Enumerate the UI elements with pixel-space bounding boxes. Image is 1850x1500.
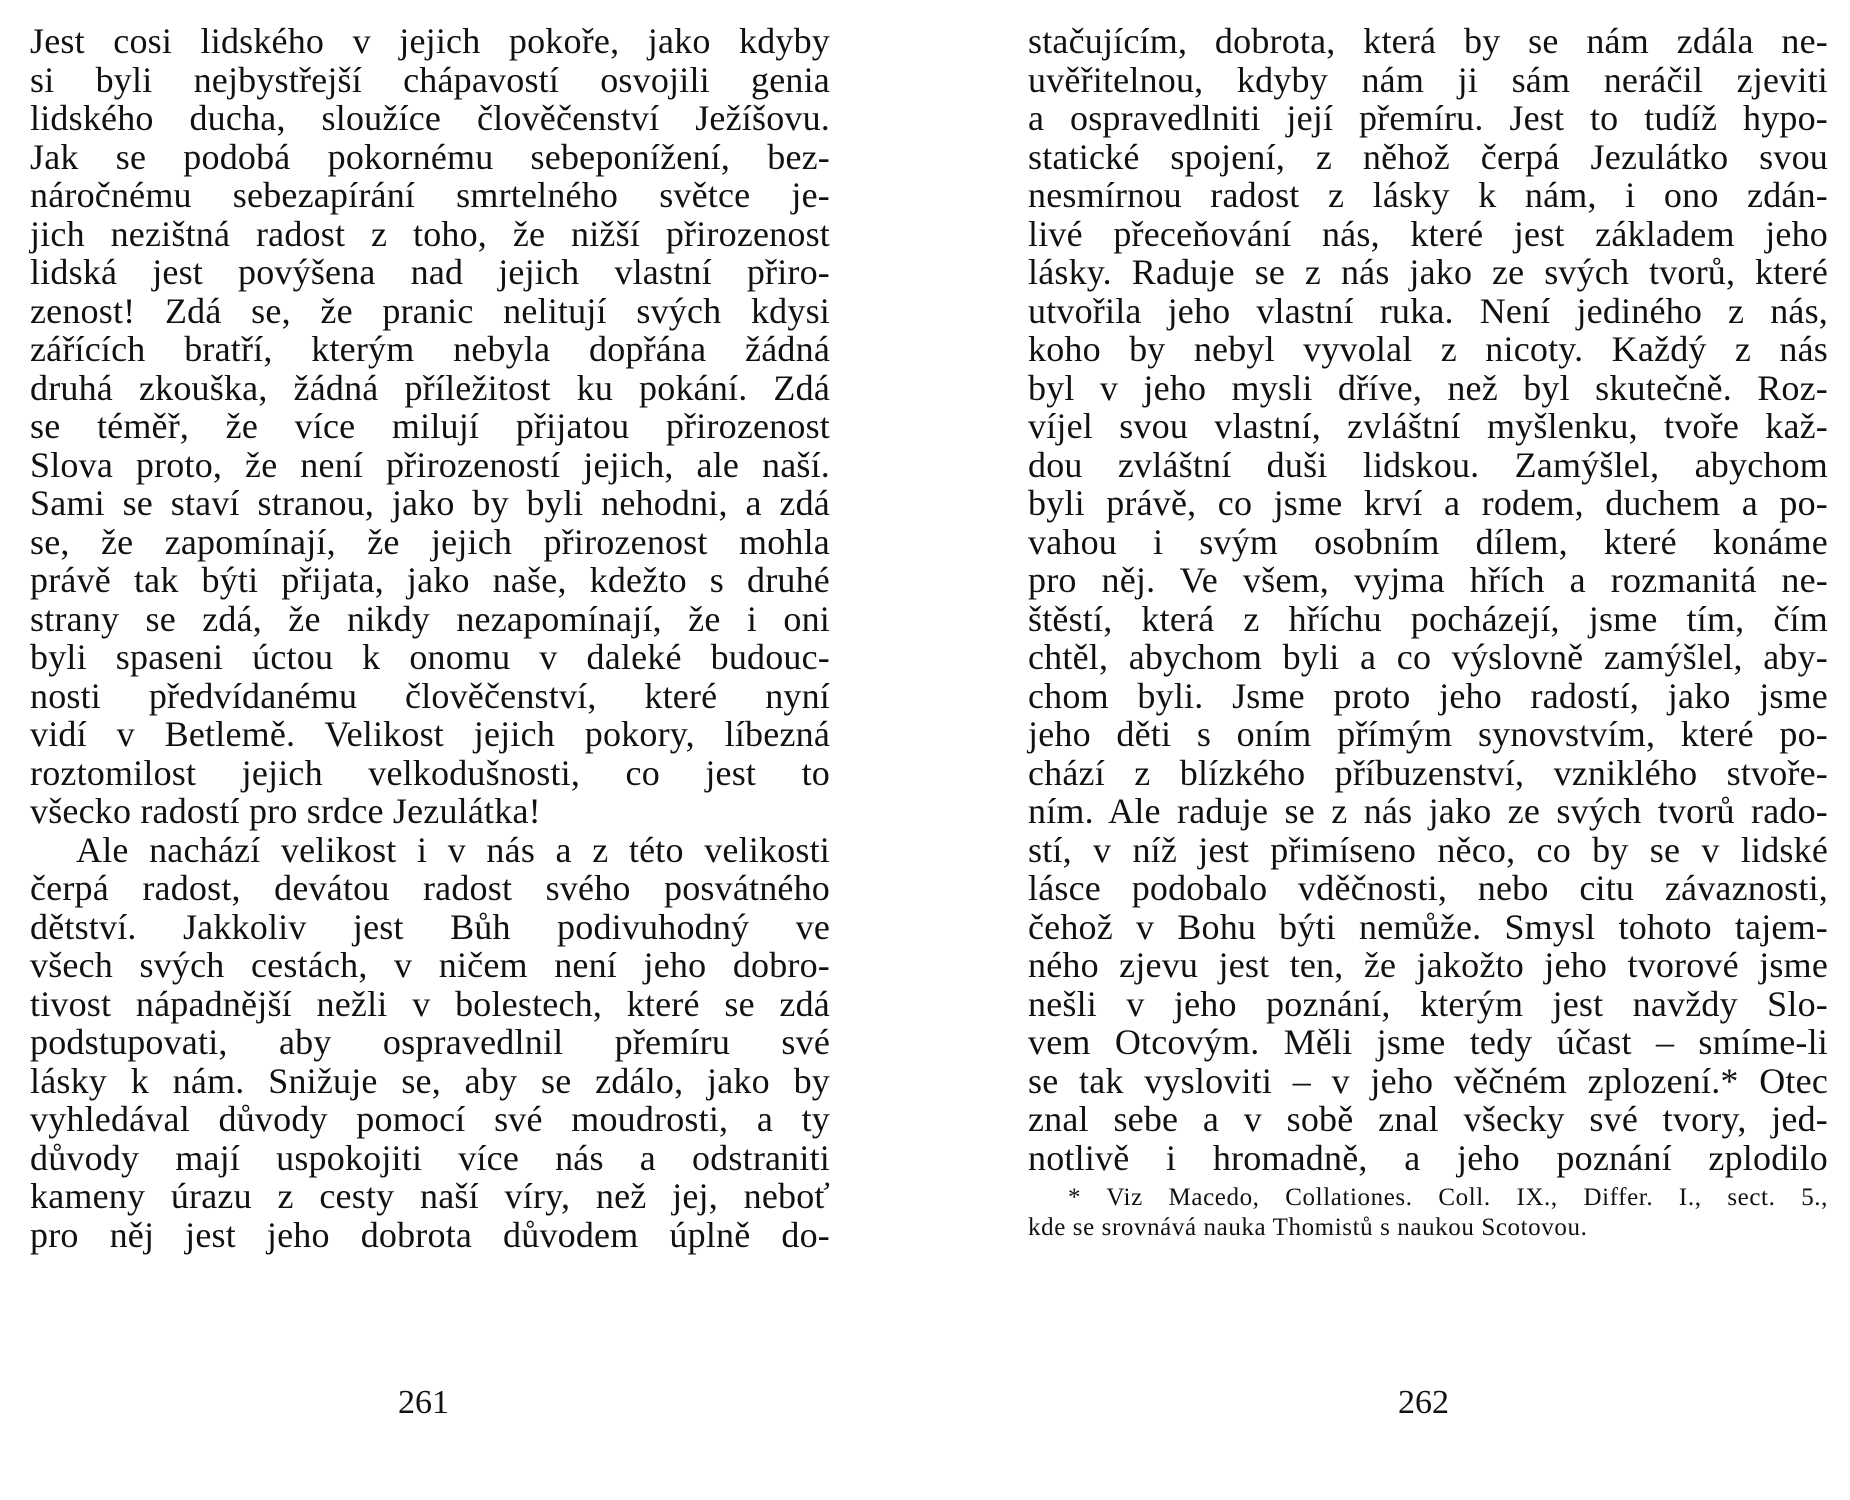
text-line: Sami se staví stranou, jako by byli nehodni, a zdá (30, 483, 830, 523)
text-line: druhá zkouška, žádná příležitost ku pokání. Zdá (30, 367, 830, 408)
text-line: si byli nejbystřejší chápavostí osvojili genia (30, 59, 830, 100)
text-line: kameny úrazu z cesty naší víry, než jej, neboť (30, 1176, 830, 1216)
text-line: všech svých cestách, v ničem není jeho dobro- (30, 945, 830, 985)
text-line: lidská jest povýšena nad jejich vlastní přiro- (30, 252, 830, 292)
footnote (1028, 1183, 1828, 1243)
text-line: právě tak býti přijata, jako naše, kdežto s druhé (30, 560, 830, 600)
text-line: dou zvláštní duši lidskou. Zamýšlel, abychom (1028, 444, 1828, 485)
text-line: byli právě, co jsme krví a rodem, duchem a po- (1028, 483, 1828, 523)
text-line: jeho děti s oním přímým synovstvím, které po- (1028, 714, 1828, 754)
text-line: se téměř, že více milují přijatou přirozenost (30, 406, 830, 446)
text-line: vyhledával důvody pomocí své moudrosti, a ty (30, 1099, 830, 1139)
text-line: Slova proto, že není přirozeností jejich, ale naší. (30, 444, 830, 485)
text-line: notlivě i hromadně, a jeho poznání zplodilo (1028, 1137, 1828, 1178)
text-line: ním. Ale raduje se z nás jako ze svých tvorů rado- (1028, 791, 1828, 831)
text-line: lásce podobalo vděčnosti, nebo citu závaznosti, (1028, 868, 1828, 908)
text-line: lásky. Raduje se z nás jako ze svých tvorů, které (1028, 252, 1828, 292)
footnote-line: * Viz Macedo, Collationes. Coll. IX., Differ. I., sect. 5., (1068, 1184, 1828, 1211)
text-line: chází z blízkého příbuzenství, vzniklého stvoře- (1028, 752, 1828, 793)
text-line: znal sebe a v sobě znal všecky své tvory, jed- (1028, 1099, 1828, 1139)
left-page-text (30, 22, 830, 1254)
paragraph-start-line: Ale nachází velikost i v nás a z této velikosti (76, 829, 830, 870)
text-line: zenost! Zdá se, že pranic nelitují svých kdysi (30, 290, 830, 331)
footnote-line: kde se srovnává nauka Thomistů s naukou Scotovou. (1028, 1214, 1588, 1241)
text-line: roztomilost jejich velkodušnosti, co jest to (30, 752, 830, 793)
text-line: vem Otcovým. Měli jsme tedy účast – smíme-li (1028, 1022, 1828, 1062)
text-line: lidského ducha, sloužíce člověčenství Ježíšovu. (30, 98, 830, 138)
text-line: stačujícím, dobrota, která by se nám zdála ne- (1028, 21, 1828, 61)
text-line: Jest cosi lidského v jejich pokoře, jako kdyby (30, 21, 830, 61)
page-number-left: 261 (398, 1384, 449, 1421)
text-line: byli spaseni úctou k onomu v daleké budouc- (30, 637, 830, 677)
text-line: podstupovati, aby ospravedlnil přemíru své (30, 1022, 830, 1062)
text-line: statické spojení, z něhož čerpá Jezulátko svou (1028, 136, 1828, 177)
left-page (30, 22, 830, 1254)
text-line: chom byli. Jsme proto jeho radostí, jako jsme (1028, 675, 1828, 716)
text-line: uvěřitelnou, kdyby nám ji sám neráčil zjeviti (1028, 59, 1828, 100)
text-line: dětství. Jakkoliv jest Bůh podivuhodný ve (30, 906, 830, 947)
text-line: všecko radostí pro srdce Jezulátka! (30, 791, 541, 831)
text-line: a ospravedlniti její přemíru. Jest to tudíž hypo- (1028, 98, 1828, 138)
text-line: chtěl, abychom byli a co výslovně zamýšlel, aby- (1028, 637, 1828, 677)
text-line: pro něj. Ve všem, vyjma hřích a rozmanitá ne- (1028, 560, 1828, 600)
text-line: nosti předvídanému člověčenství, které nyní (30, 675, 830, 716)
text-line: pro něj jest jeho dobrota důvodem úplně do- (30, 1214, 830, 1255)
text-line: nesmírnou radost z lásky k nám, i ono zdán- (1028, 175, 1828, 215)
right-page (1028, 22, 1828, 1243)
text-line: stí, v níž jest přimíseno něco, co by se v lidské (1028, 829, 1828, 870)
text-line: víjel svou vlastní, zvláštní myšlenku, tvoře kaž- (1028, 406, 1828, 446)
text-line: livé přeceňování nás, které jest základem jeho (1028, 213, 1828, 254)
text-line: vidí v Betlemě. Velikost jejich pokory, líbezná (30, 714, 830, 754)
text-line: se, že zapomínají, že jejich přirozenost mohla (30, 521, 830, 562)
text-line: se tak vysloviti – v jeho věčném zplození.* Otec (1028, 1060, 1828, 1101)
text-line: lásky k nám. Snižuje se, aby se zdálo, jako by (30, 1060, 830, 1101)
text-line: čehož v Bohu býti nemůže. Smysl tohoto tajem- (1028, 906, 1828, 947)
page-number-right: 262 (1398, 1384, 1449, 1421)
text-line: strany se zdá, že nikdy nezapomínají, že i oni (30, 598, 830, 639)
text-line: Jak se podobá pokornému sebeponížení, bez- (30, 136, 830, 177)
text-line: čerpá radost, devátou radost svého posvátného (30, 868, 830, 908)
text-line: štěstí, která z hříchu pocházejí, jsme tím, čím (1028, 598, 1828, 639)
text-line: ného zjevu jest ten, že jakožto jeho tvorové jsme (1028, 945, 1828, 985)
text-line: byl v jeho mysli dříve, než byl skutečně. Roz- (1028, 367, 1828, 408)
text-line: náročnému sebezapírání smrtelného světce je- (30, 175, 830, 215)
text-line: koho by nebyl vyvolal z nicoty. Každý z nás (1028, 329, 1828, 369)
text-line: vahou i svým osobním dílem, které konáme (1028, 521, 1828, 562)
text-line: důvody mají uspokojiti více nás a odstraniti (30, 1137, 830, 1178)
text-line: tivost nápadnější nežli v bolestech, které se zdá (30, 983, 830, 1024)
text-line: utvořila jeho vlastní ruka. Není jediného z nás, (1028, 290, 1828, 331)
text-line: nešli v jeho poznání, kterým jest navždy Slo- (1028, 983, 1828, 1024)
text-line: jich nezištná radost z toho, že nižší přirozenost (30, 213, 830, 254)
right-page-text (1028, 22, 1828, 1177)
text-line: zářících bratří, kterým nebyla dopřána žádná (30, 329, 830, 369)
